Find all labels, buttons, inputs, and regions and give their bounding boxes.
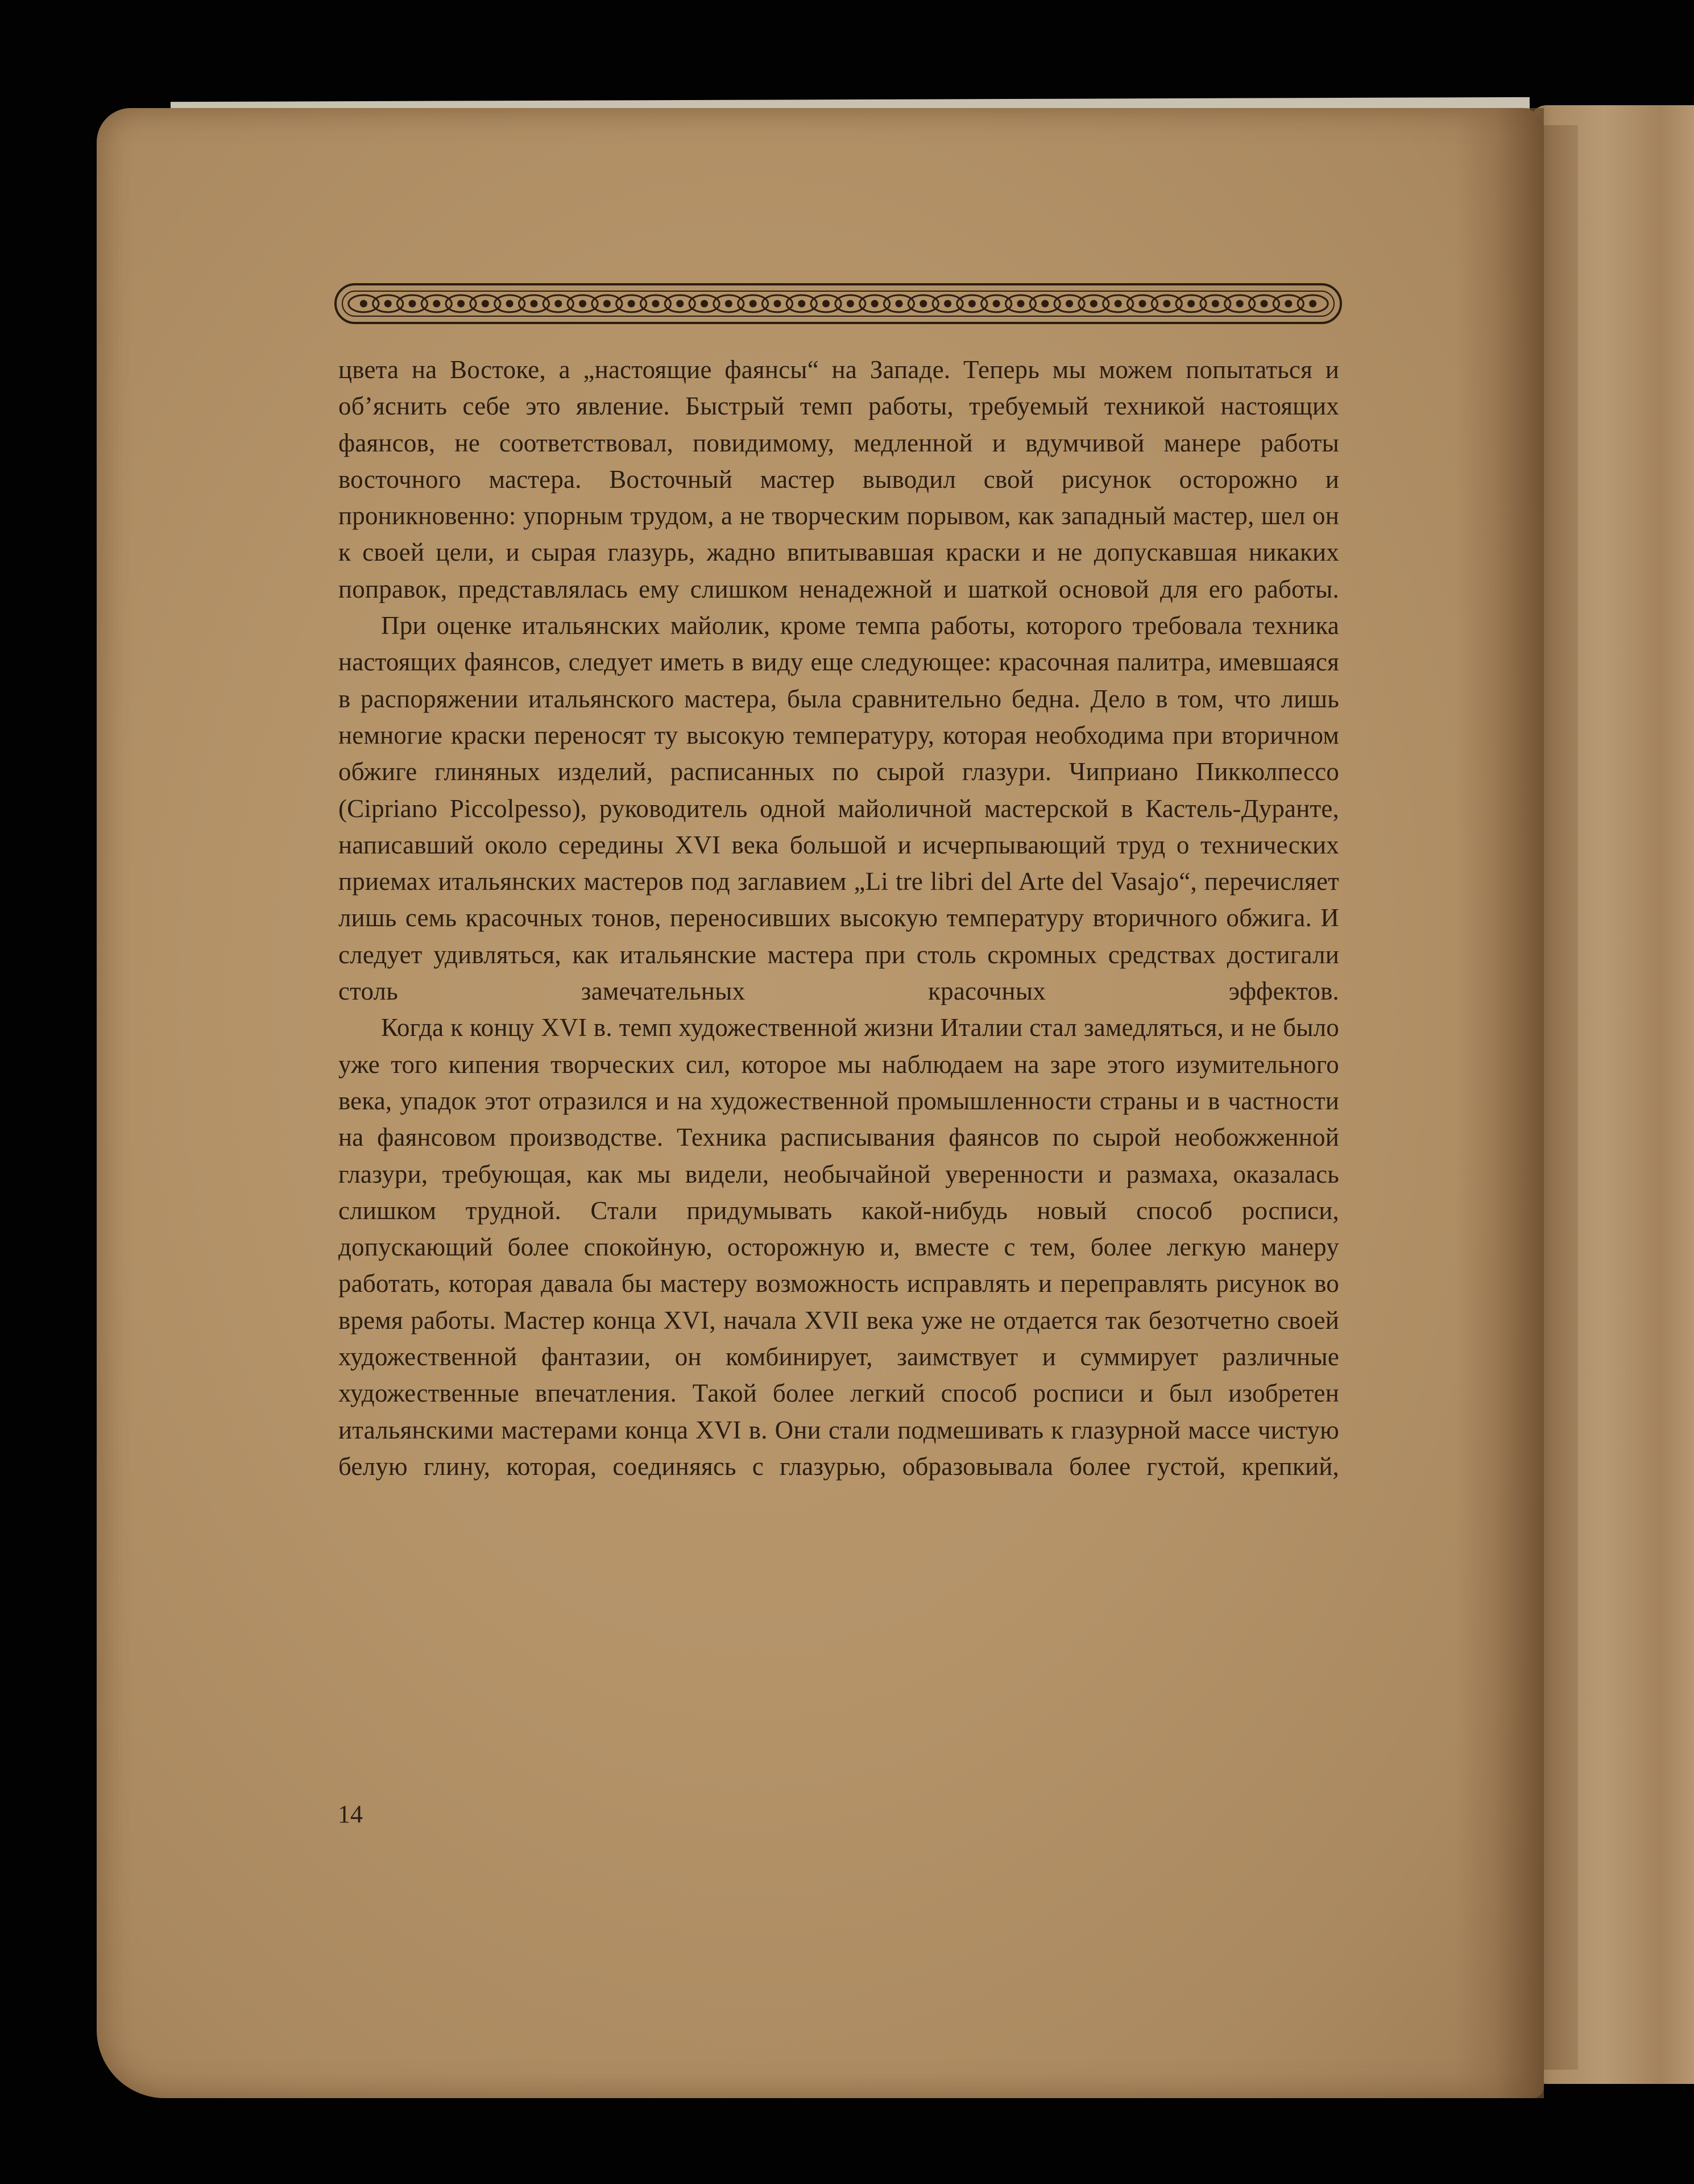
page-number: 14 — [338, 1800, 363, 1828]
ornament-dot — [458, 301, 464, 306]
ornament-dot — [434, 301, 440, 306]
ornament-dot — [1310, 301, 1316, 306]
ornament-dot — [1212, 301, 1218, 306]
ornament-dot — [750, 301, 756, 306]
ornament-dot — [677, 301, 683, 306]
ornament-dot — [702, 301, 707, 306]
ornament-dot — [1237, 301, 1242, 306]
ornament-dot — [896, 301, 902, 306]
ornament-dot — [1067, 301, 1072, 306]
ornament-dot — [1188, 301, 1194, 306]
ornament-dot — [1261, 301, 1267, 306]
ornament-dot — [409, 301, 415, 306]
ornament-dot — [1164, 301, 1170, 306]
ornament-dot — [945, 301, 951, 306]
ornament-dot — [1115, 301, 1121, 306]
ornament-dot — [531, 301, 537, 306]
ornament-dot — [580, 301, 586, 306]
ornament-dot — [1042, 301, 1048, 306]
ornament-dot — [507, 301, 512, 306]
ornament-dot — [556, 301, 561, 306]
ornament-dot — [482, 301, 488, 306]
headpiece-ornament — [334, 283, 1342, 324]
ornament-dot — [774, 301, 780, 306]
ornament-dot — [385, 301, 391, 306]
gutter-shadow — [1456, 108, 1544, 2098]
ornament-dot — [726, 301, 731, 306]
paragraph-1: цвета на Востоке, а „настоящие фаянсы“ на Западе. Теперь мы можем попытаться и об’яснить себе это явление. Быстрый темп работы, требуемый техникой настоящих фаянсов, не соответствовал, повидимому, медленной и вдумчивой манере работы восточного мастера. Восточный мастер выводил свой рисунок осторожно и проникновенно: упорным трудом, а не творческим порывом, как западный мастер, шел он к своей цели, и сырая глазурь, жадно впитывавшая краски и не допускавшая никаких поправок, представлялась ему слишком ненадежной и шаткой основой для его работы. — [338, 355, 1339, 603]
ornament-dot — [628, 301, 634, 306]
body-text — [338, 351, 1339, 1485]
ornament-dot — [872, 301, 877, 306]
paragraph-3: Когда к концу XVI в. темп художественной жизни Италии стал замедляться, и не было уже того кипения творческих сил, которое мы наблюдаем на заре этого изумительного века, упадок этот отразился и на художественной промышленности страны и в частности на фаянсовом производстве. Техника расписывания фаянсов по сырой необожженной глазури, требующая, как мы видели, необычайной уверенности и размаха, оказалась слишком трудной. Стали придумывать какой-нибудь новый способ росписи, допускающий более спокойную, осторожную и, вместе с тем, более легкую манеру работать, которая давала бы мастеру возможность исправлять и переправлять рисунок во время работы. Мастер конца XVI, начала XVII века уже не отдается так безотчетно своей художественной фантазии, он комбинирует, заимствует и суммирует различные художественные впечатления. Такой более легкий способ росписи и был изобретен итальянскими мастерами конца XVI в. Они стали подмешивать к глазурной массе чистую белую глину, которая, соединяясь с глазурью, образовывала более густой, крепкий, — [338, 1013, 1339, 1481]
ornament-dot — [799, 301, 805, 306]
ornament-dot — [823, 301, 829, 306]
ornament-dot — [921, 301, 926, 306]
ornament-dot — [604, 301, 610, 306]
ornament-dot — [1018, 301, 1024, 306]
ornament-dot — [1140, 301, 1145, 306]
paragraph-2: При оценке итальянских майолик, кроме темпа работы, которого требовала техника настоящих фаянсов, следует иметь в виду еще следующее: красочная палитра, имевшаяся в распоряжении итальянского мастера, была сравнительно бедна. Дело в том, что лишь немногие краски переносят ту высокую температуру, которая необходима при вторичном обжиге глиняных изделий, расписанных по сырой глазури. Чиприано Пикколпессо (Cipriano Piccolpesso), руководитель одной майоличной мастерской в Кастель-Дуранте, написавший около середины XVI века большой и исчерпывающий труд о технических приемах итальянских мастеров под заглавием „Li tre libri del Arte del Vasajo“, перечисляет лишь семь красочных тонов, переносивших высокую температуру вторичного обжига. И следует удивляться, как итальянские мастера при столь скромных средствах достигали столь замечательных красочных эффектов. — [338, 611, 1339, 1006]
ornament-dot — [361, 301, 366, 306]
ornament-dot — [1091, 301, 1096, 306]
ornament-dot — [653, 301, 658, 306]
ornament-dot — [993, 301, 999, 306]
ornament-dot — [969, 301, 975, 306]
ornament-dot — [847, 301, 853, 306]
ornament-dot — [1286, 301, 1291, 306]
right-page-gutter — [1538, 125, 1578, 2070]
